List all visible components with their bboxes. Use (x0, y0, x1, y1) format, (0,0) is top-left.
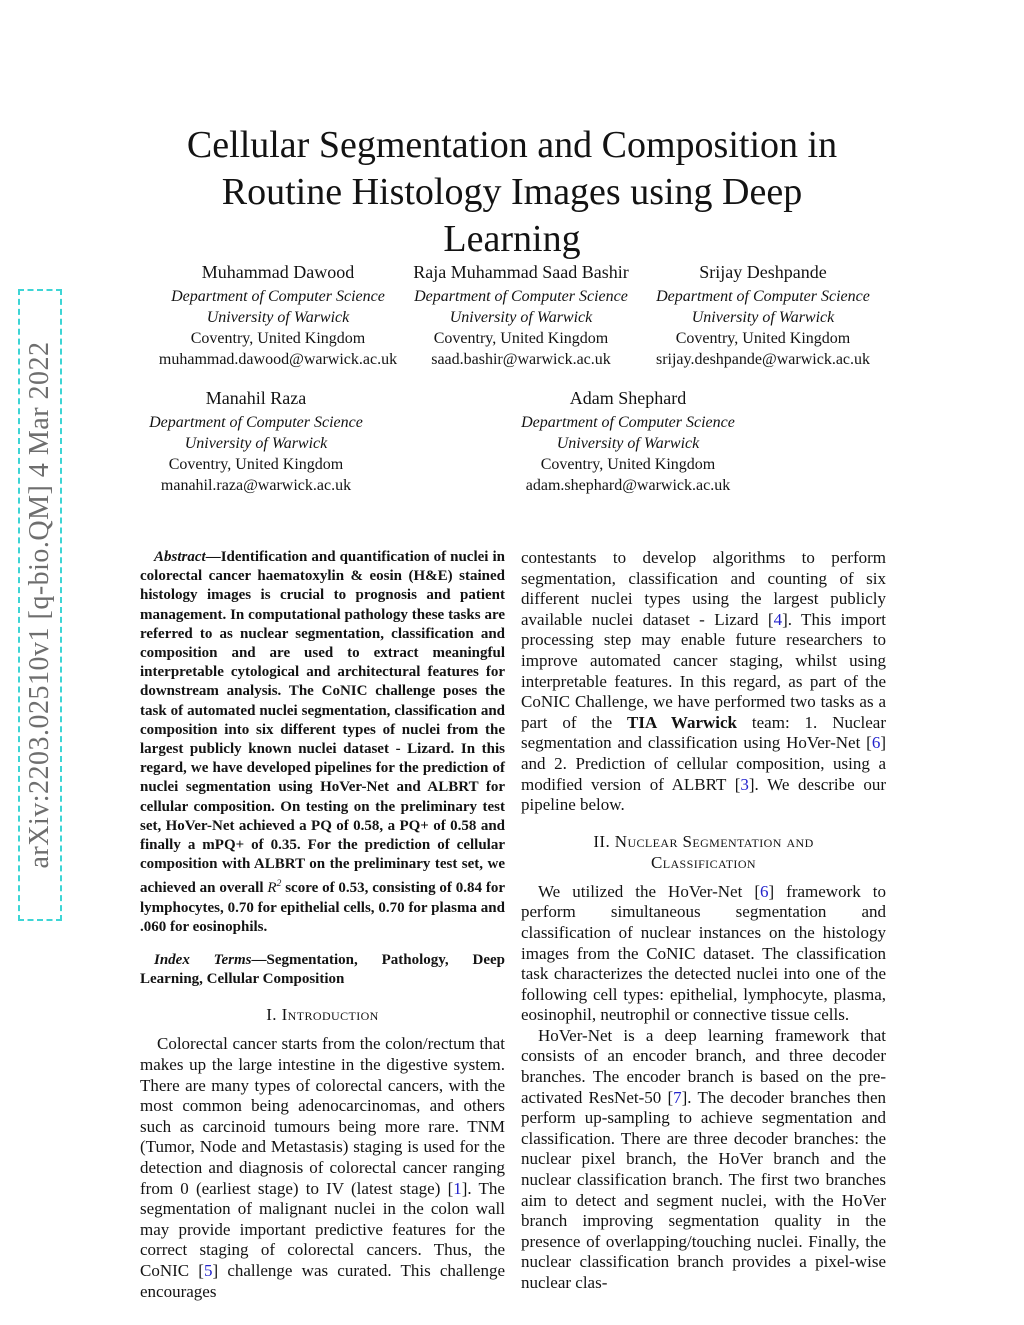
text-segment: Index Terms (154, 952, 252, 969)
citation-ref[interactable]: 4 (773, 609, 783, 629)
author-name: Raja Muhammad Saad Bashir (413, 262, 629, 282)
author-block-srijay-deshpande (613, 262, 913, 370)
introduction-paragraph (140, 1034, 505, 1302)
text-segment: ] challenge was curated. This challenge encourages (140, 1261, 506, 1301)
author-university: University of Warwick (556, 435, 700, 452)
arxiv-watermark-label: arXiv:2203.02510v1 [q-bio.QM] 4 Mar 2022 (24, 341, 55, 869)
two-column-body (140, 548, 886, 1302)
introduction-continuation-paragraph (521, 548, 886, 816)
author-department: Department of Computer Science (149, 414, 363, 431)
author-location: Coventry, United Kingdom (190, 330, 366, 347)
text-segment: —Identification and quantification of nuclei in colorectal cancer haematoxylin & eosin (H&E) stained histology images is crucial to prognosis and patient management. In computational pathology these tasks are referred to as nuclear segmentation, classification and composition and are used to extract meaningful interpretable cytological and architectural features for downstream analysis. The CoNIC challenge poses the task of automated nuclei segmentation, classification and composition into six different types of nuclei from the largest publicly known nuclei dataset - Lizard. In this regard, we have developed pipelines for the prediction of nuclei segmentation using HoVer-Net and ALBRT for cellular composition. On testing on the preliminary test set, HoVer-Net achieved a PQ of 0.58, a PQ+ of 0.58 and finally a mPQ+ of 0.35. For the prediction of cellular composition with ALBRT on the preliminary test set, we achieved an overall (140, 549, 505, 897)
text-segment: Abstract (154, 549, 206, 565)
author-name: Muhammad Dawood (201, 262, 355, 282)
arxiv-watermark-selection-box (18, 289, 62, 921)
author-location: Coventry, United Kingdom (540, 456, 716, 473)
section2-paragraph-1 (521, 882, 886, 1026)
author-name: Manahil Raza (205, 388, 307, 408)
author-email: adam.shephard@warwick.ac.uk (525, 477, 731, 494)
author-department: Department of Computer Science (656, 288, 870, 305)
text-segment: We utilized the HoVer-Net [ (538, 881, 760, 901)
citation-ref[interactable]: 6 (759, 881, 769, 901)
text-segment: ]. This import processing step may enable future researchers to improve automated cancer staging, whilst using interpretable features. In this regard, as part of the CoNIC Challenge, we have performed two tasks as a part of the (521, 609, 886, 732)
index-terms-paragraph (140, 951, 505, 989)
text-segment: contestants to develop algorithms to perform segmentation, classification and counting of six different nuclei types using the largest publicly available nuclei dataset - Lizard [ (521, 548, 886, 629)
author-location: Coventry, United Kingdom (675, 330, 851, 347)
text-segment: 2 (276, 878, 282, 890)
author-university: University of Warwick (691, 309, 835, 326)
text-segment: ]. We describe our pipeline below. (521, 774, 887, 815)
text-segment: Colorectal cancer starts from the colon/rectum that makes up the large intestine in the digestive system. There are many types of colorectal cancers, with the most common being adenocarcinomas, and others such as carcinoid tumours being more rare. TNM (Tumor, Node and Metastasis) staging is used for the detection and diagnosis of colorectal cancer ranging from 0 (earliest stage) to IV (latest stage) [ (140, 1034, 505, 1198)
paper-title: Cellular Segmentation and Composition in Routine Histology Images using Deep Learning (186, 124, 838, 261)
text-segment: HoVer-Net is a deep learning framework that consists of an encoder branch, and three decoder branches. The encoder branch is based on the pre-activated ResNet-50 [ (521, 1025, 886, 1107)
citation-ref[interactable]: 5 (203, 1261, 213, 1280)
author-block-adam-shephard (478, 388, 778, 496)
author-email: saad.bashir@warwick.ac.uk (431, 351, 611, 368)
author-name: Adam Shephard (569, 388, 687, 408)
author-location: Coventry, United Kingdom (433, 330, 609, 347)
citation-ref[interactable]: 3 (740, 774, 749, 794)
section-heading-nuclear-segmentation: II. Nuclear Segmentation and Classification (593, 831, 814, 872)
text-segment: ] and 2. Prediction of cellular composition, using a modified version of ALBRT [ (521, 733, 886, 794)
left-column (140, 548, 505, 1302)
text-segment: R (267, 880, 277, 897)
author-email: manahil.raza@warwick.ac.uk (160, 477, 352, 494)
citation-ref[interactable]: 1 (453, 1178, 462, 1198)
text-segment: ]. The segmentation of malignant nuclei in the colon wall may provide important predictive features for the correct staging of colorectal cancers. Thus, the CoNIC [ (140, 1178, 505, 1280)
author-location: Coventry, United Kingdom (168, 456, 344, 473)
abstract-paragraph (140, 548, 505, 937)
text-segment: team: 1. Nuclear segmentation and classification using HoVer-Net [ (521, 712, 886, 753)
author-university: University of Warwick (184, 435, 328, 452)
author-university: University of Warwick (449, 309, 593, 326)
right-column (521, 548, 886, 1302)
author-email: srijay.deshpande@warwick.ac.uk (655, 351, 871, 368)
author-department: Department of Computer Science (171, 288, 385, 305)
author-name: Srijay Deshpande (699, 262, 827, 282)
text-segment: score of 0.53, consisting of 0.84 for lymphocytes, 0.70 for epithelial cells, 0.70 for plasma and .060 for eosinophils. (140, 880, 505, 935)
author-university: University of Warwick (206, 309, 350, 326)
author-department: Department of Computer Science (414, 288, 628, 305)
section2-paragraph-2 (521, 1026, 886, 1294)
section-heading-introduction: I. Introduction (266, 1005, 379, 1025)
text-segment: ] framework to perform simultaneous segmentation and classification of nuclear instances on the histology images from the CoNIC dataset. The classification task characterizes the detected nuclei into one of the following cell types: epithelial, lymphocyte, plasma, eosinophil, neutrophil or connective tissue cells. (521, 881, 886, 1025)
author-department: Department of Computer Science (521, 414, 735, 431)
author-email: muhammad.dawood@warwick.ac.uk (158, 351, 398, 368)
text-segment: ]. The decoder branches then perform up-sampling to achieve segmentation and classification. There are three decoder branches: the nuclear pixel branch, the HoVer branch and the nuclear classification branch. The first two branches aim to detect and segment nuclei, with the HoVer branch improving segmentation quality in the presence of overlapping/touching nuclei. Finally, the nuclear classification branch provides a pixel-wise nuclear clas- (521, 1087, 886, 1292)
citation-ref[interactable]: 7 (673, 1087, 682, 1107)
text-segment: TIA Warwick (627, 712, 738, 732)
author-block-manahil-raza (106, 388, 406, 496)
citation-ref[interactable]: 6 (871, 733, 881, 753)
text-segment: —Segmentation, Pathology, Deep Learning, Cellular Composition (140, 952, 506, 988)
